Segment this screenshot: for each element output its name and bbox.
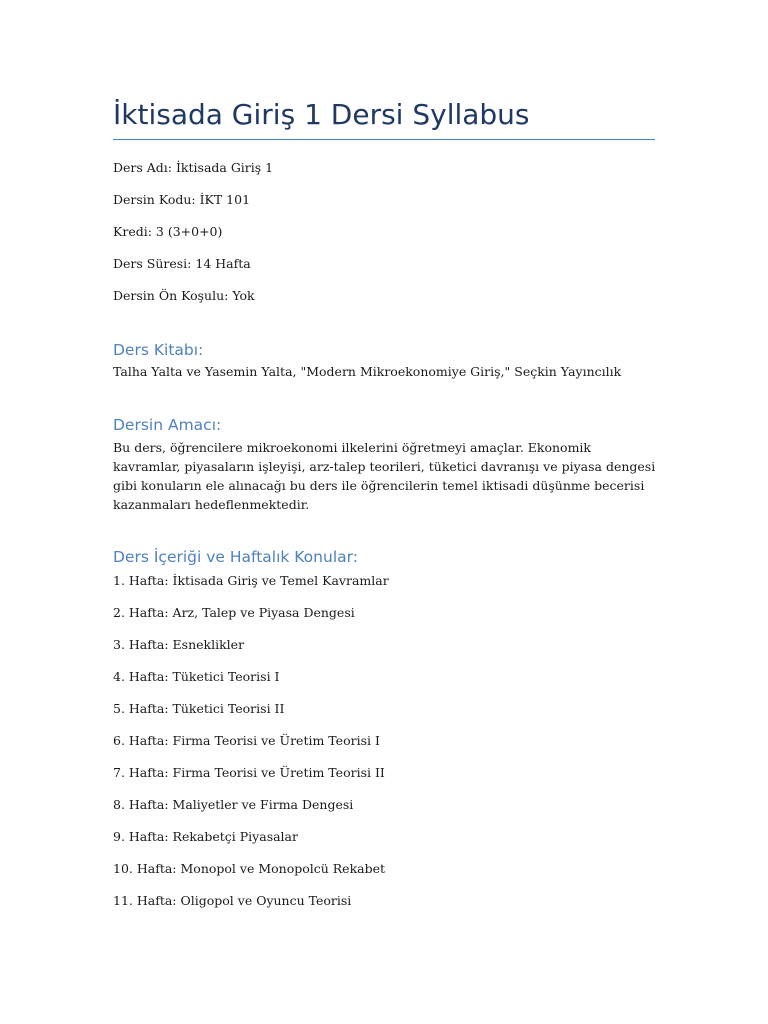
week-item: 4. Hafta: Tüketici Teorisi I: [113, 669, 280, 684]
week-item: 2. Hafta: Arz, Talep ve Piyasa Dengesi: [113, 605, 355, 620]
course-prerequisite: Dersin Ön Koşulu: Yok: [113, 288, 255, 303]
week-item: 11. Hafta: Oligopol ve Oyuncu Teorisi: [113, 893, 352, 908]
week-item: 9. Hafta: Rekabetçi Piyasalar: [113, 829, 298, 844]
content-heading: Ders İçeriği ve Haftalık Konular:: [113, 548, 358, 566]
week-item: 3. Hafta: Esneklikler: [113, 637, 245, 652]
week-item: 7. Hafta: Firma Teorisi ve Üretim Teorisi II: [113, 765, 385, 780]
textbook-heading: Ders Kitabı:: [113, 341, 204, 359]
course-name: Ders Adı: İktisada Giriş 1: [113, 160, 274, 175]
week-item: 1. Hafta: İktisada Giriş ve Temel Kavramlar: [113, 573, 389, 588]
week-item: 10. Hafta: Monopol ve Monopolcü Rekabet: [113, 861, 386, 876]
purpose-text: Bu ders, öğrencilere mikroekonomi ilkelerini öğretmeyi amaçlar. Ekonomik kavramlar, piyasaların işleyişi, arz-talep teorileri, tüketici davranışı ve piyasa dengesi gibi konuların ele alınacağı bu ders ile öğrencilerin temel iktisadi düşünme becerisi kazanmaları hedeflenmektedir.: [113, 440, 656, 512]
course-code: Dersin Kodu: İKT 101: [113, 192, 251, 207]
course-credit: Kredi: 3 (3+0+0): [113, 224, 223, 239]
textbook-text: Talha Yalta ve Yasemin Yalta, "Modern Mikroekonomiye Giriş," Seçkin Yayıncılık: [113, 364, 622, 379]
week-item: 8. Hafta: Maliyetler ve Firma Dengesi: [113, 797, 354, 812]
week-item: 6. Hafta: Firma Teorisi ve Üretim Teorisi I: [113, 733, 380, 748]
document-title: İktisada Giriş 1 Dersi Syllabus: [113, 93, 655, 140]
week-item: 5. Hafta: Tüketici Teorisi II: [113, 701, 285, 716]
course-duration: Ders Süresi: 14 Hafta: [113, 256, 251, 271]
purpose-heading: Dersin Amacı:: [113, 416, 222, 434]
